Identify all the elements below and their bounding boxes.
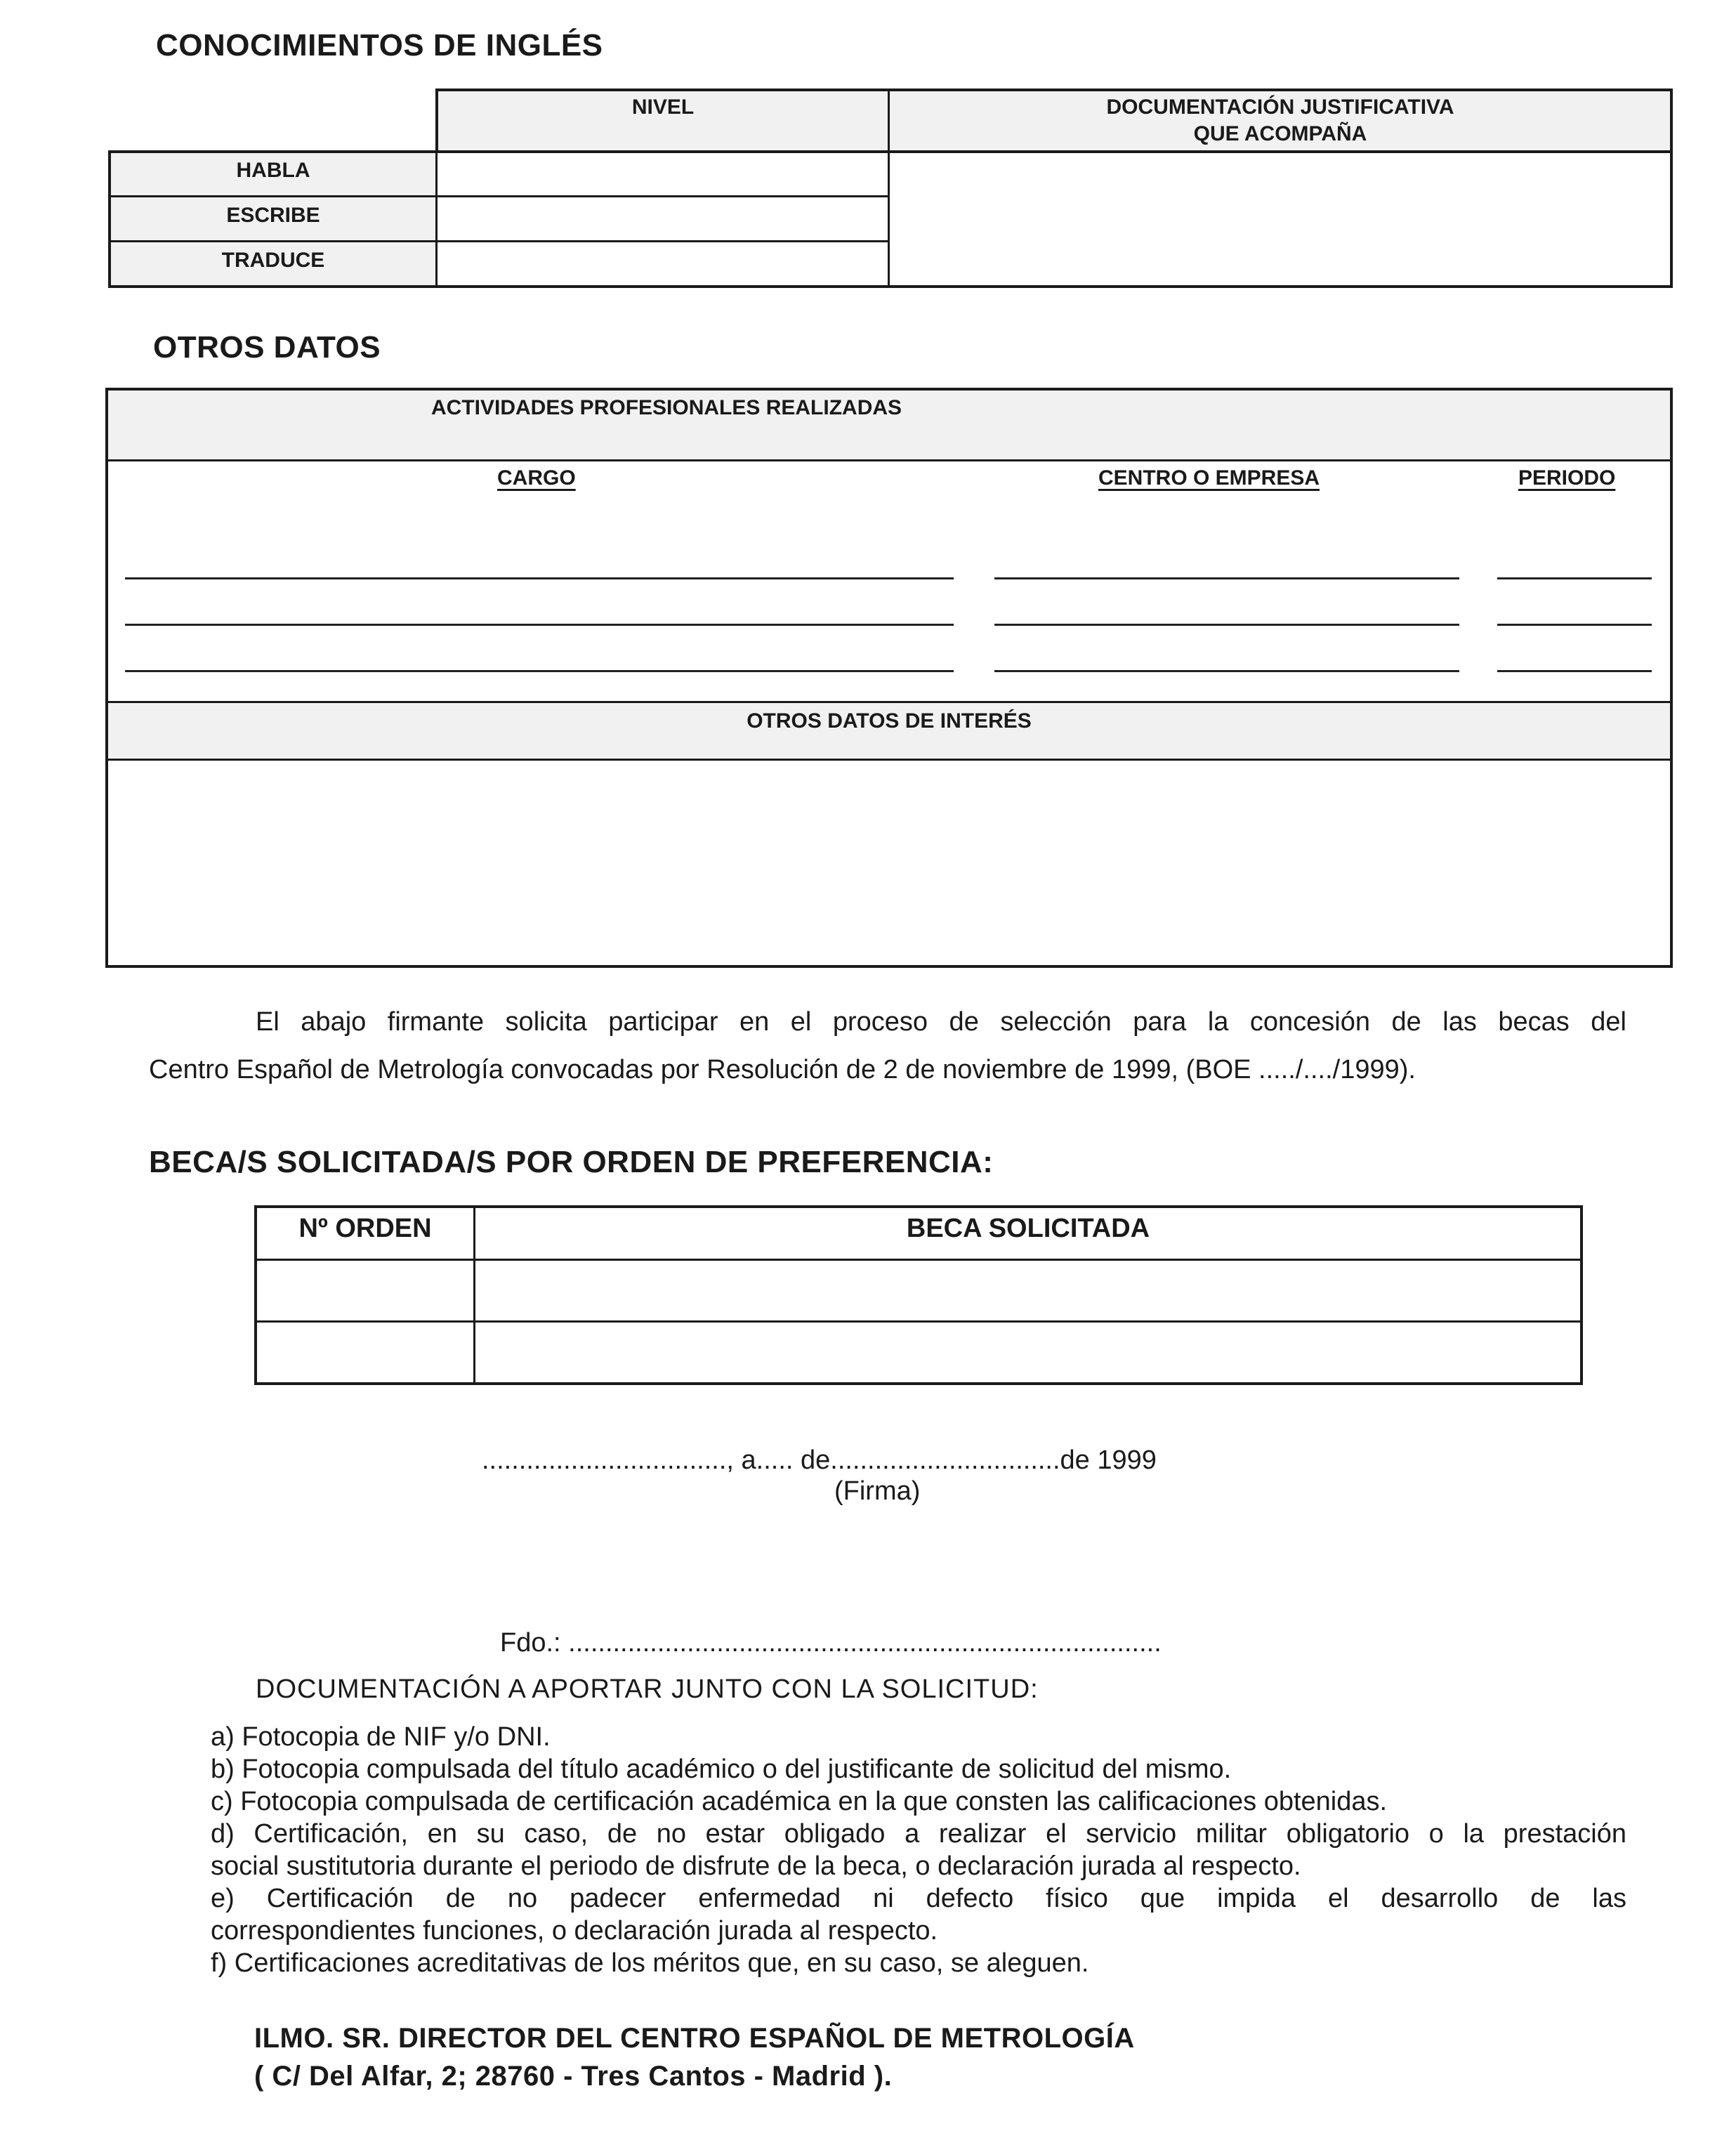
periodo-line-2[interactable]	[1497, 624, 1652, 626]
solicitud-line-2: Centro Español de Metrología convocadas por Resolución de 2 de noviembre de 1999, (BOE ...../..../1999).	[149, 1055, 1416, 1084]
cargo-line-1[interactable]	[125, 577, 954, 579]
becas-row-line	[254, 1320, 1583, 1323]
actividades-header: ACTIVIDADES PROFESIONALES REALIZADAS	[431, 396, 902, 419]
fdo-line[interactable]: Fdo.: ................................................................................	[500, 1628, 1162, 1658]
col-centro-empresa: CENTRO O EMPRESA	[1098, 466, 1320, 490]
ingles-escribe-nivel-input[interactable]	[438, 198, 885, 239]
ingles-row-escribe: ESCRIBE	[226, 204, 320, 227]
cargo-line-3[interactable]	[125, 670, 954, 672]
doc-item-a: a) Fotocopia de NIF y/o DNI.	[211, 1722, 551, 1752]
doc-item-d-line2: social sustitutoria durante el periodo de disfrute de la beca, o declaración jurada al respecto.	[211, 1851, 1301, 1881]
ingles-label-divider	[435, 150, 438, 288]
otros-title: OTROS DATOS	[153, 330, 381, 365]
cargo-line-2[interactable]	[125, 624, 954, 626]
doc-item-d-line1: d) Certificación, en su caso, de no estar obligado a realizar el servicio militar obligatorio o la prestación	[211, 1819, 1626, 1849]
col-periodo: PERIODO	[1518, 466, 1616, 490]
becas-header-line	[254, 1259, 1583, 1261]
destinatario-line-1: ILMO. SR. DIRECTOR DEL CENTRO ESPAÑOL DE METROLOGÍA	[254, 2023, 1135, 2054]
destinatario-line-2: ( C/ Del Alfar, 2; 28760 - Tres Cantos - Madrid ).	[254, 2061, 893, 2092]
otros-datos-interes-input[interactable]	[110, 763, 1669, 962]
becas-col-orden: Nº ORDEN	[298, 1214, 432, 1243]
doc-item-b: b) Fotocopia compulsada del título académico o del justificante de solicitud del mismo.	[211, 1755, 1232, 1784]
becas-col-divider	[473, 1205, 475, 1385]
ingles-row-line-1	[108, 195, 888, 197]
doc-item-f: f) Certificaciones acreditativas de los méritos que, en su caso, se aleguen.	[211, 1948, 1089, 1978]
ingles-row-traduce: TRADUCE	[221, 249, 325, 272]
fecha-line[interactable]: ................................., a..... de...............................de 1999	[482, 1445, 1157, 1475]
doc-item-c: c) Fotocopia compulsada de certificación académica en la que consten las calificaciones obtenidas.	[211, 1787, 1388, 1816]
ingles-header-doc-line1: DOCUMENTACIÓN JUSTIFICATIVA	[1106, 96, 1454, 119]
centro-line-2[interactable]	[994, 624, 1459, 626]
beca-solicitada-input-1[interactable]	[478, 1263, 1580, 1318]
beca-orden-input-2[interactable]	[258, 1325, 471, 1381]
ingles-traduce-nivel-input[interactable]	[438, 243, 885, 284]
doc-item-e-line1: e) Certificación de no padecer enfermedad ni defecto físico que impida el desarrollo de las	[211, 1884, 1626, 1913]
ingles-row-habla: HABLA	[236, 159, 310, 182]
centro-line-1[interactable]	[994, 577, 1459, 579]
becas-col-beca: BECA SOLICITADA	[906, 1214, 1150, 1243]
ingles-header-nivel: NIVEL	[631, 96, 695, 119]
periodo-line-3[interactable]	[1497, 670, 1652, 672]
beca-solicitada-input-2[interactable]	[478, 1325, 1580, 1381]
ingles-documentacion-input[interactable]	[890, 153, 1670, 285]
interes-header: OTROS DATOS DE INTERÉS	[747, 709, 1032, 733]
doc-item-e-line2: correspondientes funciones, o declaración jurada al respecto.	[211, 1916, 938, 1946]
beca-orden-input-1[interactable]	[258, 1263, 471, 1318]
ingles-habla-nivel-input[interactable]	[438, 153, 885, 194]
firma-label: (Firma)	[834, 1476, 921, 1506]
documentacion-title: DOCUMENTACIÓN A APORTAR JUNTO CON LA SOLICITUD:	[256, 1674, 1039, 1704]
ingles-header-doc-line2: QUE ACOMPAÑA	[1193, 122, 1367, 145]
periodo-line-1[interactable]	[1497, 577, 1652, 579]
ingles-row-line-2	[108, 240, 888, 242]
actividades-header-line	[105, 459, 1673, 461]
becas-title: BECA/S SOLICITADA/S POR ORDEN DE PREFERENCIA:	[149, 1145, 994, 1179]
ingles-title: CONOCIMIENTOS DE INGLÉS	[156, 28, 603, 63]
centro-line-3[interactable]	[994, 670, 1459, 672]
interes-header-line	[105, 759, 1673, 761]
solicitud-line-1: El abajo firmante solicita participar en el proceso de selección para la concesión de las becas del	[256, 1007, 1626, 1037]
documentacion-list	[211, 1721, 1626, 1979]
col-cargo: CARGO	[497, 466, 576, 490]
